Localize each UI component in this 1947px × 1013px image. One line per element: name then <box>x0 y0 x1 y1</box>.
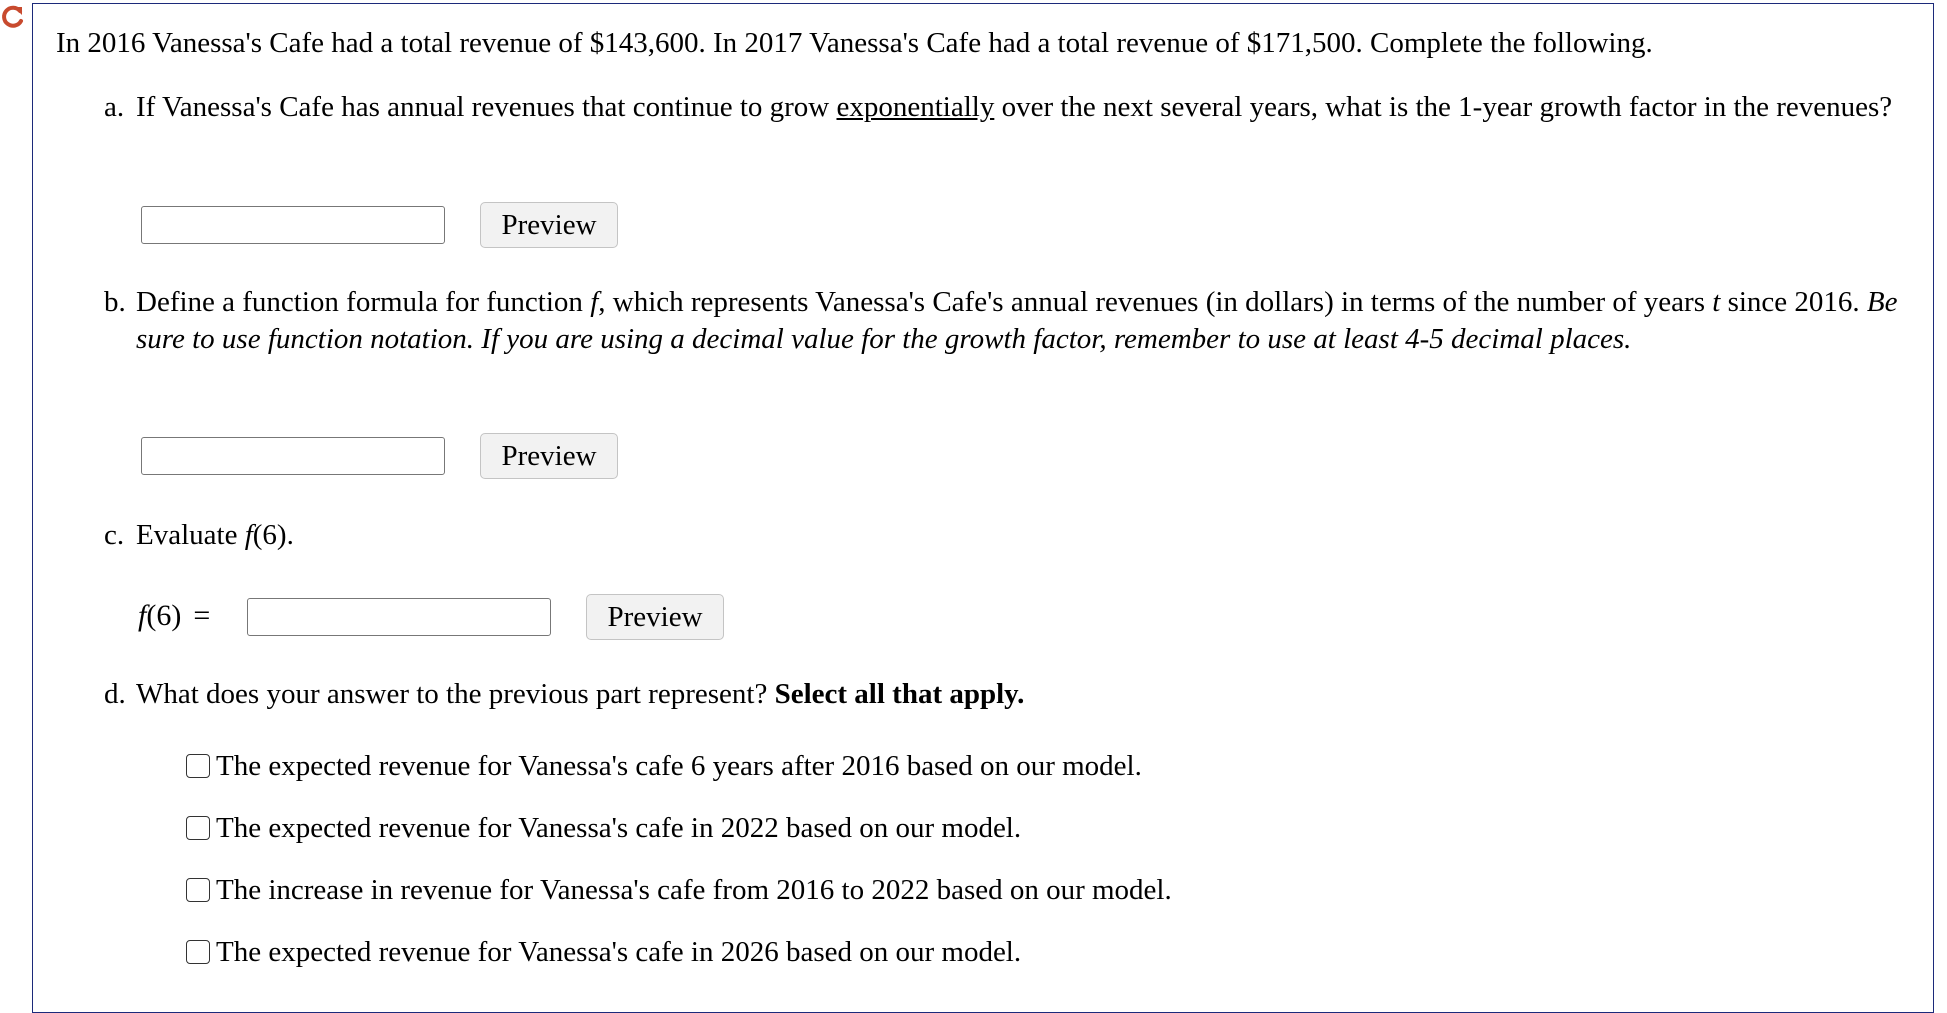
part-a-letter: a. <box>104 91 125 123</box>
answer-input-c[interactable] <box>247 598 551 636</box>
option-1-checkbox[interactable] <box>186 754 210 778</box>
option-3[interactable] <box>186 872 1172 908</box>
part-d <box>104 676 1504 713</box>
option-4-label: The expected revenue for Vanessa's cafe in 2026 based on our model. <box>216 935 1022 968</box>
preview-button-b[interactable]: Preview <box>480 433 618 479</box>
part-c <box>104 517 1104 554</box>
preview-button-a[interactable]: Preview <box>480 202 618 248</box>
refresh-icon[interactable] <box>0 4 26 30</box>
part-d-letter: d. <box>104 678 126 710</box>
option-4-checkbox[interactable] <box>186 940 210 964</box>
select-all-note: Select all that apply. <box>774 678 1025 710</box>
f6-label: f(6) = <box>138 599 211 632</box>
part-d-question: What does your answer to the previous part represent? Select all that apply. <box>136 678 1025 710</box>
part-b <box>104 284 1904 358</box>
answer-input-a[interactable] <box>141 206 445 244</box>
question-frame <box>32 3 1934 1013</box>
option-2-checkbox[interactable] <box>186 816 210 840</box>
option-2-label: The expected revenue for Vanessa's cafe in 2022 based on our model. <box>216 811 1022 844</box>
option-2[interactable] <box>186 810 1021 846</box>
part-a <box>104 89 1904 126</box>
part-b-letter: b. <box>104 286 126 318</box>
function-name: f <box>590 286 599 318</box>
option-3-checkbox[interactable] <box>186 878 210 902</box>
part-b-instruction: Be sure to use function notation. If you are using a decimal value for the growth factor, remember to use at least 4-5 decimal places. <box>136 286 1898 355</box>
option-3-label: The increase in revenue for Vanessa's cafe from 2016 to 2022 based on our model. <box>216 873 1172 906</box>
problem-intro: In 2016 Vanessa's Cafe had a total revenue of $143,600. In 2017 Vanessa's Cafe had a total revenue of $171,500. Complete the following. <box>56 27 1653 59</box>
variable-name: t <box>1712 286 1721 318</box>
part-b-question: Define a function formula for function f, which represents Vanessa's Cafe's annual revenues (in dollars) in terms of the number of years t since 2016. Be sure to use function notation. If you are using a decimal value for the growth factor, remember to use at least 4-5 decimal places. <box>136 286 1898 355</box>
part-c-question: Evaluate f(6). <box>136 519 294 551</box>
option-1-label: The expected revenue for Vanessa's cafe 6 years after 2016 based on our model. <box>216 749 1142 782</box>
preview-button-c[interactable]: Preview <box>586 594 724 640</box>
part-a-question: If Vanessa's Cafe has annual revenues that continue to grow exponentially over the next several years, what is the 1-year growth factor in the revenues? <box>136 91 1893 123</box>
option-4[interactable] <box>186 934 1021 970</box>
part-c-letter: c. <box>104 519 125 551</box>
exponentially-underline: exponentially <box>836 91 995 123</box>
option-1[interactable] <box>186 748 1142 784</box>
answer-input-b[interactable] <box>141 437 445 475</box>
